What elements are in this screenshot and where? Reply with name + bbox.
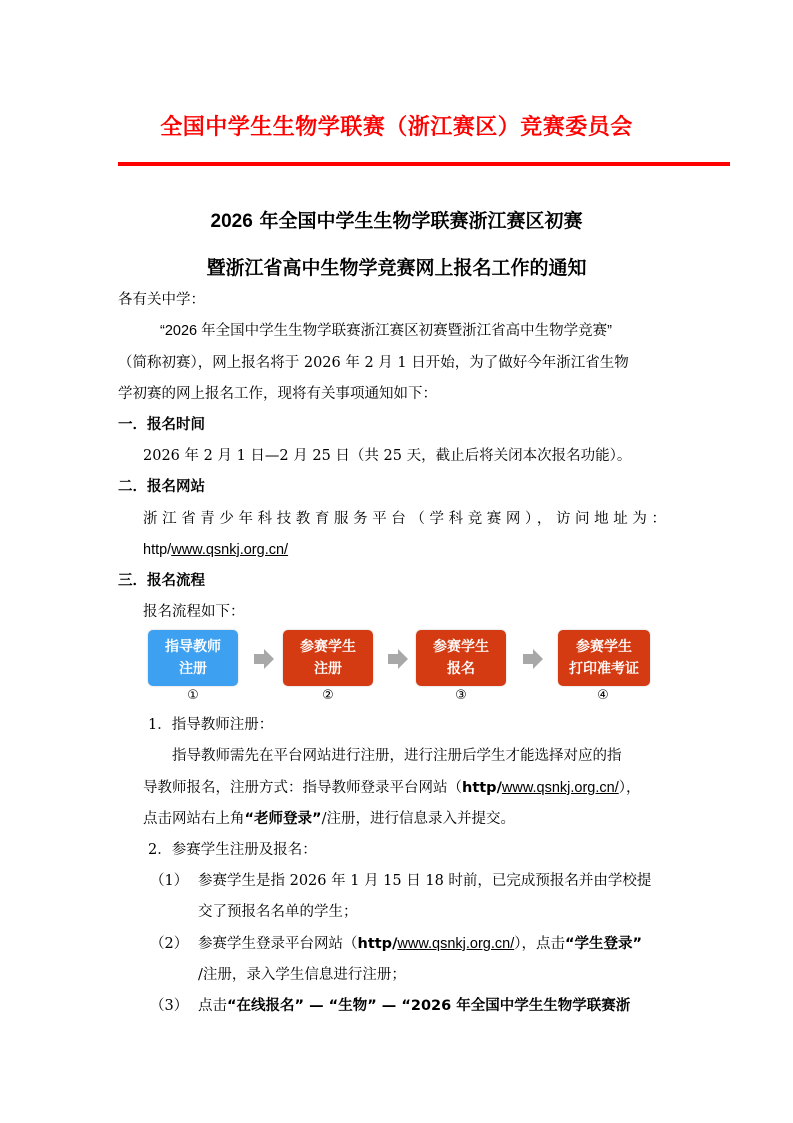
intro-line2: （简称初赛），网上报名将于 2026 年 2 月 1 日开始，为了做好今年浙江省生物 — [118, 355, 629, 371]
document-title-line1 — [0, 206, 793, 233]
step2-item1-label: （1） — [150, 873, 189, 889]
section3-lead: 报名流程如下： — [143, 604, 245, 620]
flow-step-label: 参赛学生 — [300, 639, 356, 655]
biology-label: “生物” — [328, 998, 377, 1014]
text: 导教师报名，注册方式：指导教师登录平台网站（ — [143, 780, 462, 796]
platform-link[interactable]: www.qsnkj.org.cn/ — [171, 542, 289, 558]
step2-item2-line2: /注册，录入学生信息进行注册； — [198, 967, 406, 983]
text: ）， — [618, 780, 641, 796]
flow-step-label: 参赛学生 — [576, 639, 632, 655]
step1-heading: 1．指导教师注册： — [148, 717, 274, 733]
section2-url-line — [143, 540, 288, 560]
url-prefix: http/ — [357, 936, 398, 952]
text: 点击 — [198, 998, 227, 1014]
header-divider — [118, 162, 730, 166]
intro-line1: “2026 年全国中学生生物学联赛浙江赛区初赛暨浙江省高中生物学竞赛” — [160, 323, 612, 339]
flow-step-student-signup — [416, 630, 506, 686]
flow-step-label: 打印准考证 — [569, 661, 639, 677]
text: /注册，进行信息录入并提交。 — [321, 811, 515, 827]
flow-step-label: 参赛学生 — [433, 639, 489, 655]
intro-line3: 学初赛的网上报名工作，现将有关事项通知如下： — [118, 386, 437, 402]
teacher-login-label: “老师登录” — [244, 811, 322, 827]
title-line1-text: 年全国中学生生物学联赛浙江赛区初赛 — [252, 210, 583, 232]
step2-item3-line1 — [198, 996, 630, 1016]
student-login-label: “学生登录” — [564, 936, 643, 952]
flow-step-label: 报名 — [447, 661, 475, 677]
online-signup-label: “在线报名” — [227, 998, 305, 1014]
flow-step-label: 指导教师 — [165, 639, 221, 655]
step2-heading: 2．参赛学生注册及报名： — [148, 842, 317, 858]
separator: — — [304, 998, 329, 1014]
flow-step-number: ② — [322, 688, 334, 703]
platform-link[interactable]: www.qsnkj.org.cn/ — [397, 936, 515, 952]
document-title-line2: 暨浙江省高中生物学竞赛网上报名工作的通知 — [206, 257, 587, 279]
step1-line1: 指导教师需先在平台网站进行注册，进行注册后学生才能选择对应的指 — [172, 748, 622, 764]
section3-heading: 三．报名流程 — [118, 573, 205, 589]
section1-heading: 一．报名时间 — [118, 417, 205, 433]
step1-line2 — [143, 778, 640, 798]
step2-item2-label: （2） — [150, 936, 189, 952]
section2-text: 浙江省青少年科技教育服务平台（学科竞赛网），访问地址为： — [143, 511, 671, 527]
organization-title: 全国中学生生物学联赛（浙江赛区）竞赛委员会 — [160, 115, 633, 140]
flow-step-number: ④ — [597, 688, 609, 703]
competition-label: “2026 年全国中学生生物学联赛浙 — [401, 998, 631, 1014]
step2-item1-line1: 参赛学生是指 2026 年 1 月 15 日 18 时前，已完成预报名并由学校提 — [198, 873, 652, 889]
text: ），点击 — [514, 936, 565, 952]
flow-step-teacher-register — [148, 630, 238, 686]
flow-step-number: ③ — [455, 688, 467, 703]
flow-step-print-ticket — [558, 630, 650, 686]
step2-item3-label: （3） — [150, 998, 189, 1014]
flow-step-label: 注册 — [314, 661, 342, 677]
flow-step-student-register — [283, 630, 373, 686]
step1-line3 — [143, 809, 515, 829]
title-year: 2026 — [210, 211, 253, 232]
platform-link[interactable]: www.qsnkj.org.cn/ — [501, 780, 619, 796]
separator: — — [376, 998, 402, 1014]
registration-flow-diagram — [148, 630, 648, 710]
text: 点击网站右上角 — [143, 811, 245, 827]
step2-item1-line2: 交了预报名名单的学生； — [198, 904, 358, 920]
url-prefix: http/ — [462, 780, 502, 796]
salutation: 各有关中学： — [118, 292, 205, 308]
url-prefix: http/ — [143, 542, 172, 558]
section2-heading: 二．报名网站 — [118, 479, 205, 495]
section1-text: 2026 年 2 月 1 日—2 月 25 日（共 25 天，截止后将关闭本次报名功能）。 — [143, 448, 632, 464]
text: 参赛学生登录平台网站（ — [198, 936, 358, 952]
flow-step-number: ① — [187, 688, 199, 703]
flow-step-label: 注册 — [179, 661, 207, 677]
step2-item2-line1 — [198, 934, 642, 954]
